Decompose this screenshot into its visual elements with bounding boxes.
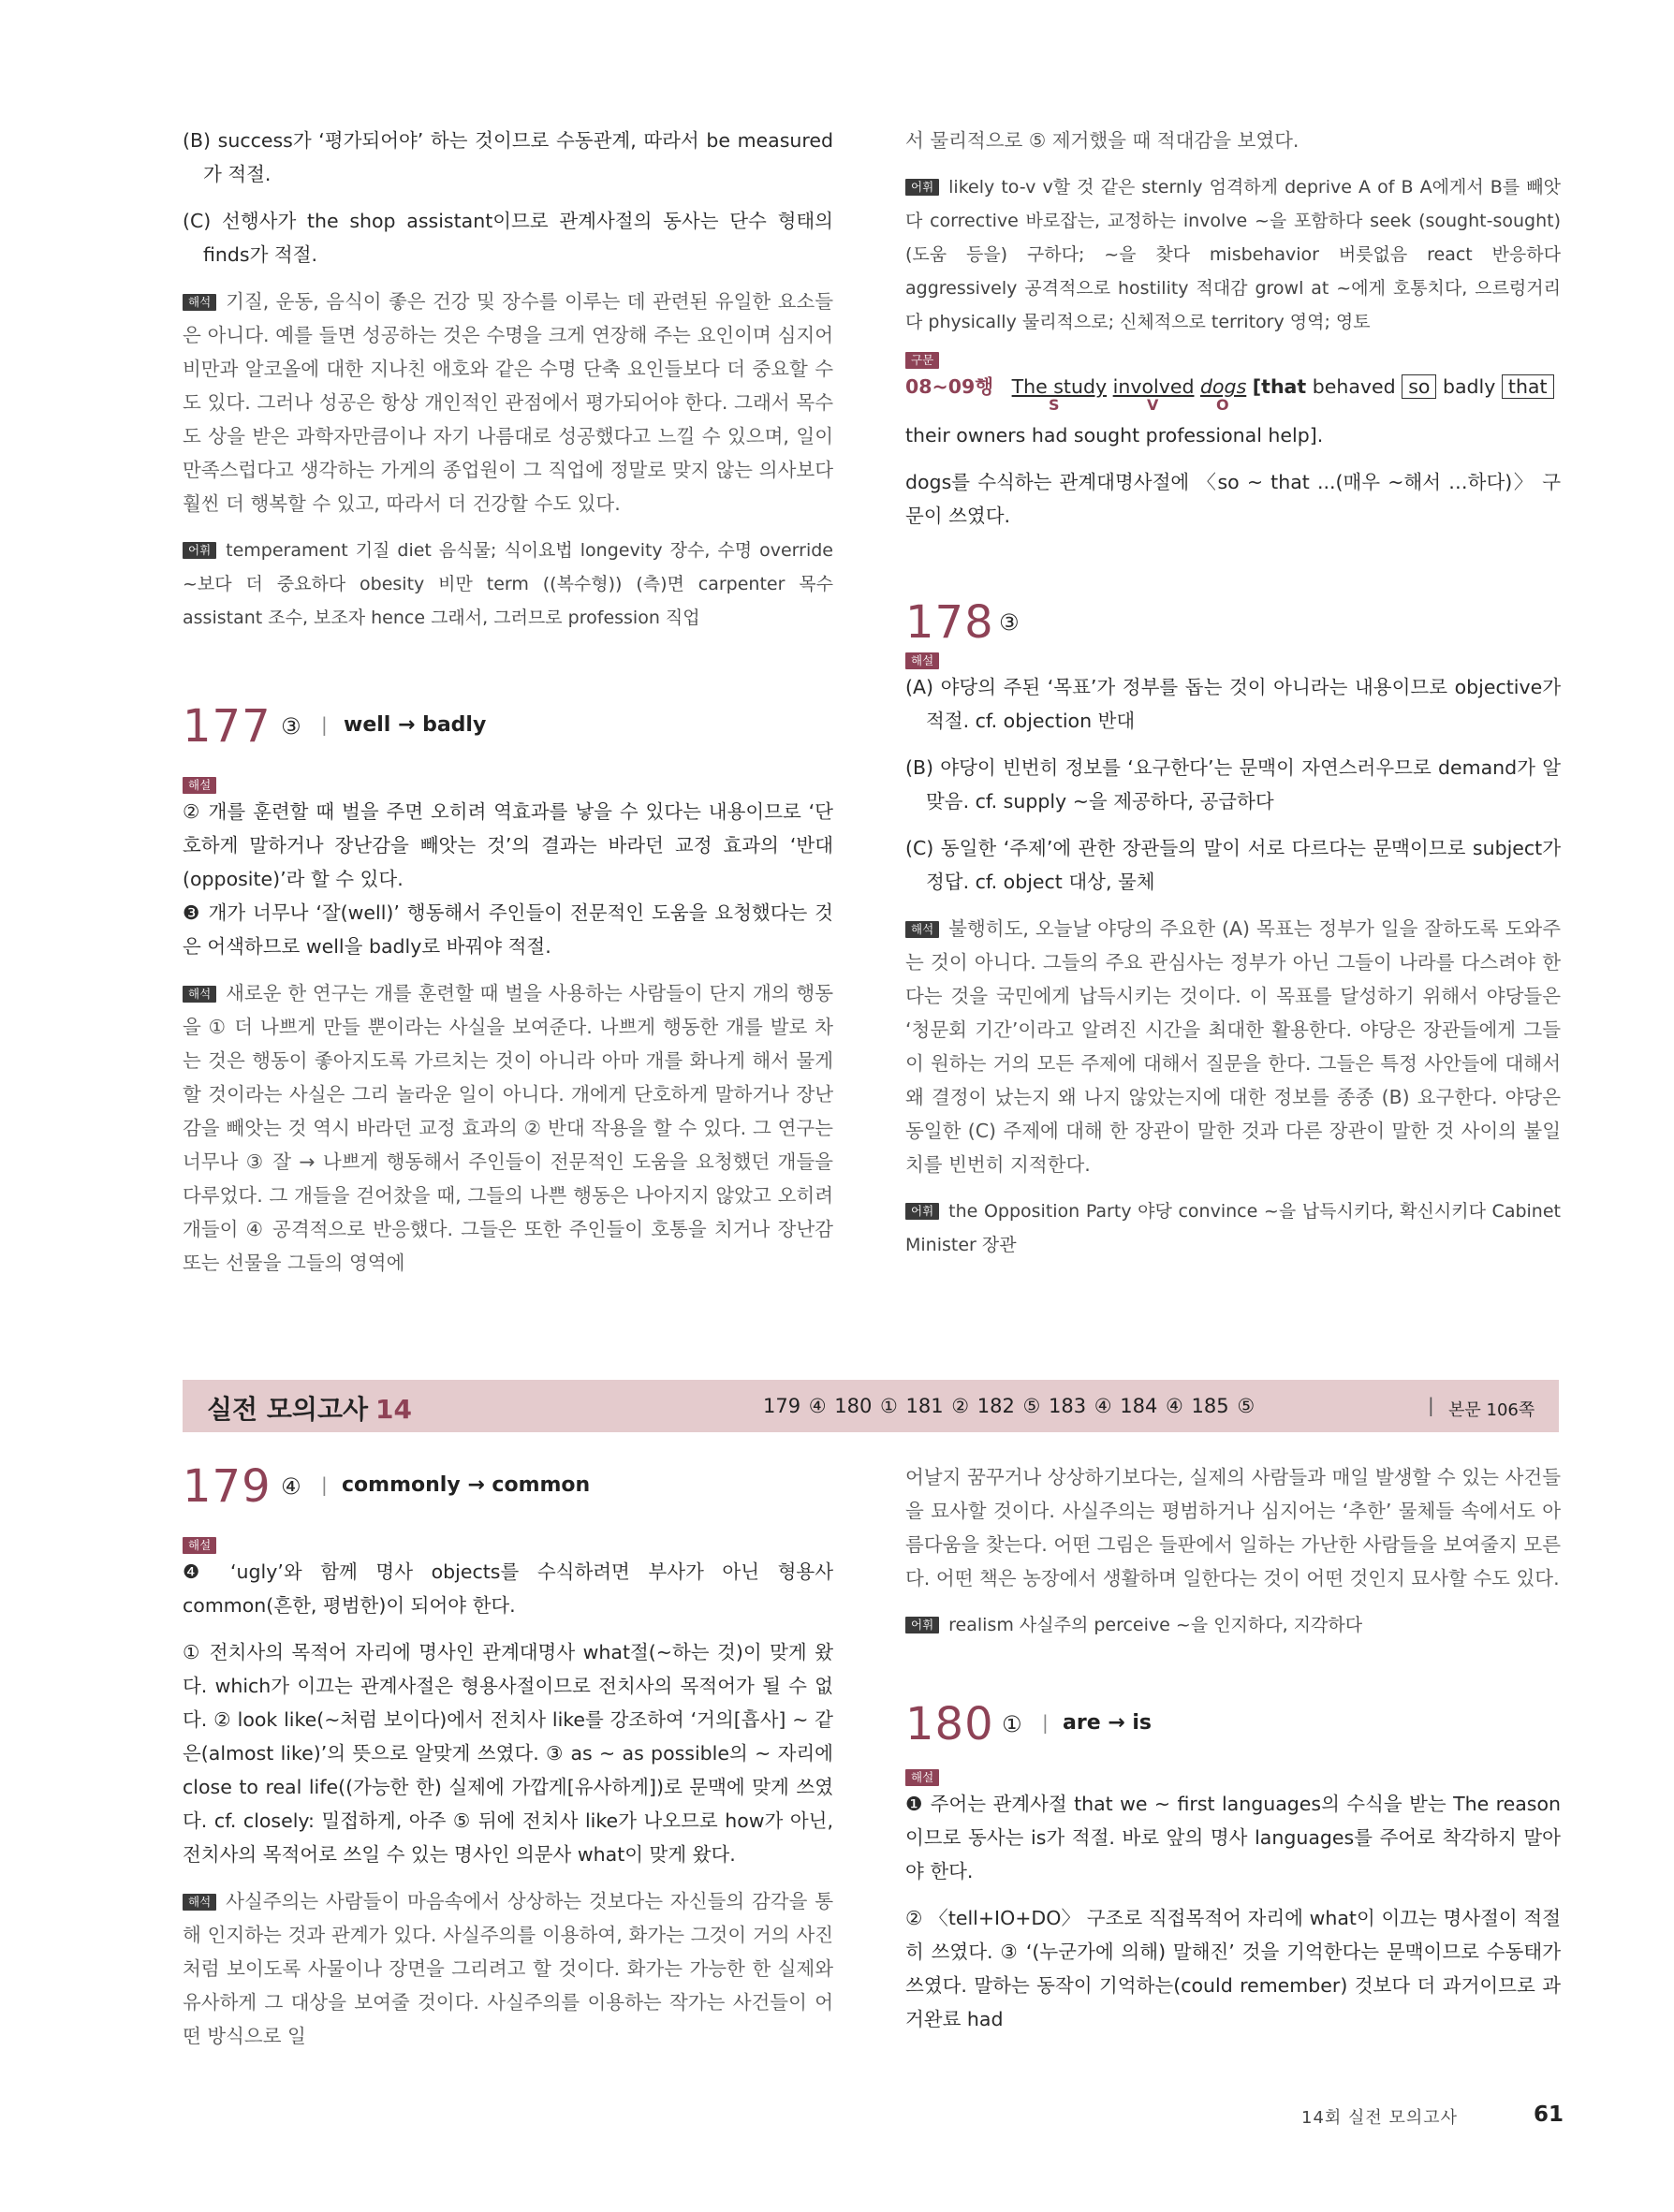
answer-mark: ① <box>1002 1711 1022 1737</box>
translation-179-cont: 어날지 꿈꾸거나 상상하기보다는, 실제의 사람들과 매일 발생할 수 있는 사건들을 묘사할 것이다. 사실주의는 평범하거나 심지어는 ‘추한’ 물체들 속에서도 아름다움을 찾는다. 어떤 그림은 들판에서 일하는 가난한 사람들을 보여줄지 모른다. 어떤 책은 농장에서 생활하며 일한다는 것이 어떤 것인지 묘사할 수도 있다. <box>905 1466 1561 1589</box>
explanation-tag: 해설 <box>183 1537 216 1554</box>
question-180-header <box>905 1698 1561 1754</box>
explanation-178-c: (C) 동일한 ‘주제’에 관한 장관들의 말이 서로 다르다는 문맥이므로 subject가 정답. cf. object 대상, 물체 <box>905 837 1561 893</box>
page-reference: 본문 106쪽 <box>1448 1400 1535 1420</box>
syntax-behaved: behaved <box>1312 375 1396 398</box>
vocab-tag: 어휘 <box>905 179 939 196</box>
translation-177-cont: 서 물리적으로 ⑤ 제거했을 때 적대감을 보였다. <box>905 129 1300 152</box>
explanation-tag: 해설 <box>905 652 939 669</box>
test-banner <box>183 1380 1559 1432</box>
question-number: 178 <box>905 596 994 649</box>
explanation-180-2: ② 〈tell+IO+DO〉 구조로 직접목적어 자리에 what이 이끄는 명사절이 적절히 쓰였다. ③ ‘(누군가에 의해) 말해진’ 것을 기억한다는 문맥이므로 수동태가 쓰였다. 말하는 동작이 기억하는(could remember) 것보다 더 과거이므로 과거완료 had <box>905 1907 1561 2030</box>
syntax-badly: badly <box>1442 375 1496 398</box>
vocab-tag: 어휘 <box>905 1203 939 1220</box>
vocab-tag: 어휘 <box>183 542 216 559</box>
question-number: 177 <box>183 700 272 753</box>
right-column-top <box>905 124 1561 1262</box>
page-footer <box>1301 2102 1564 2131</box>
translation-tag: 해석 <box>905 921 939 938</box>
right-column-bottom <box>905 1460 1561 2036</box>
answer-mark: ③ <box>999 609 1020 636</box>
explanation-c: (C) 선행사가 the shop assistant이므로 관계사절의 동사는 단수 형태의 finds가 적절. <box>183 210 833 266</box>
svo-o: O <box>1216 396 1229 414</box>
left-column-top <box>183 124 833 1280</box>
svo-s: S <box>1049 396 1060 414</box>
explanation-tag: 해설 <box>905 1769 939 1786</box>
translation-178 <box>905 912 1561 1181</box>
svo-v: V <box>1147 396 1159 414</box>
syntax-that-box: that <box>1502 374 1554 399</box>
answer-key: 179 ④ 180 ① 181 ② 182 ⑤ 183 ④ 184 ④ 185 ⑤ <box>763 1395 1256 1417</box>
vocab-tag: 어휘 <box>905 1617 939 1633</box>
translation-text: 새로운 한 연구는 개를 훈련할 때 벌을 사용하는 사람들이 단지 개의 행동을 ① 더 나쁘게 만들 뿐이라는 사실을 보여준다. 나쁘게 행동한 개를 발로 차는 것은 행동이 좋아지도록 가르치는 것이 아니라 아마 개를 화나게 해서 물게 할 것이라는 사실은 그리 놀라운 일이 아니다. 개에게 단호하게 말하거나 장난감을 빼앗는 것 역시 바라던 교정 효과의 ② 반대 작용을 할 수 있다. 그 연구는 너무나 ③ 잘 → 나쁘게 행동해서 주인들이 전문적인 도움을 요청했던 개들을 다루었다. 그 개들을 걷어찼을 때, 그들의 나쁜 행동은 나아지지 않았고 오히려 개들이 ④ 공격적으로 반응했다. 그들은 또한 주인들이 호통을 치거나 장난감 또는 선물을 그들의 영역에 <box>183 982 833 1274</box>
banner-title <box>207 1389 412 1427</box>
translation-179 <box>183 1884 833 2053</box>
question-177-header <box>183 700 833 756</box>
question-number: 179 <box>183 1460 272 1513</box>
explanation-178-a: (A) 야당의 주된 ‘목표’가 정부를 돕는 것이 아니라는 내용이므로 objective가 적절. cf. objection 반대 <box>905 676 1561 732</box>
explanation-b: (B) success가 ‘평가되어야’ 하는 것이므로 수동관계, 따라서 be measured가 적절. <box>183 129 833 185</box>
vocab-text: likely to-v v할 것 같은 sternly 엄격하게 deprive A of B A에게서 B를 빼앗다 corrective 바로잡는, 교정하는 involve ~을 포함하다 seek (sought-sought) (도움 등을) 구하다; ~을 찾다 misbehavior 버릇없음 react 반응하다 aggressively 공격적으로 hostility 적대감 growl at ~에게 호통치다, 으르렁거리다 physically 물리적으로; 신체적으로 territory 영역; 영토 <box>905 177 1561 332</box>
syntax-subject: The study <box>1011 375 1108 398</box>
banner-title-text: 실전 모의고사 <box>207 1394 369 1425</box>
syntax-lines: 08~09행 <box>905 375 994 398</box>
svo-labels <box>905 396 1561 418</box>
syntax-sentence-rest: their owners had sought professional help]. <box>905 424 1324 447</box>
explanation-177-2: ❸ 개가 너무나 ‘잘(well)’ 행동해서 주인들이 전문적인 도움을 요청했다는 것은 어색하므로 well을 badly로 바꿔야 적절. <box>183 901 833 958</box>
correction: commonly → common <box>342 1473 591 1497</box>
vocab-text: realism 사실주의 perceive ~을 인지하다, 지각하다 <box>948 1615 1363 1635</box>
vocab-text: the Opposition Party 야당 convince ~을 납득시키다, 확신시키다 Cabinet Minister 장관 <box>905 1201 1561 1255</box>
syntax-tag: 구문 <box>905 352 939 369</box>
explanation-179-2: ① 전치사의 목적어 자리에 명사인 관계대명사 what절(~하는 것)이 맞게 왔다. which가 이끄는 관계사절은 형용사절이므로 전치사의 목적어가 될 수 없다. ② look like(~처럼 보이다)에서 전치사 like를 강조하여 ‘거의[흡사] ~ 같은(almost like)’의 뜻으로 알맞게 쓰였다. ③ as ~ as possible의 ~ 자리에 close to real life((가능한 한) 실제에 가깝게[유사하게])로 문맥에 맞게 쓰였다. cf. closely: 밀접하게, 아주 ⑤ 뒤에 전치사 like가 나오므로 how가 아닌, 전치사의 목적어로 쓰일 수 있는 명사인 의문사 what이 맞게 왔다. <box>183 1641 833 1866</box>
banner-divider: | <box>1428 1394 1434 1416</box>
vocab-177 <box>905 170 1561 339</box>
vocab-text: temperament 기질 diet 음식물; 식이요법 longevity 장수, 수명 override ~보다 더 중요하다 obesity 비만 term ((복수형)) (측)면 carpenter 목수 assistant 조수, 보조자 hence 그래서, 그러므로 profession 직업 <box>183 540 833 628</box>
divider: | <box>1042 1711 1049 1734</box>
answer-mark: ④ <box>281 1473 301 1500</box>
correction: are → is <box>1063 1711 1153 1735</box>
explanation-180-1: ❶ 주어는 관계사절 that we ~ first languages의 수식을 받는 The reason이므로 동사는 is가 적절. 바로 앞의 명사 languages를 주어로 착각하지 말아야 한다. <box>905 1793 1561 1882</box>
correction: well → badly <box>344 713 487 737</box>
vocab-176 <box>183 534 833 635</box>
translation-tag: 해석 <box>183 1894 216 1911</box>
syntax-that: [that <box>1252 375 1307 398</box>
translation-tag: 해석 <box>183 986 216 1003</box>
divider: | <box>321 1473 328 1496</box>
explanation-177-1: ② 개를 훈련할 때 벌을 주면 오히려 역효과를 낳을 수 있다는 내용이므로 ‘단호하게 말하거나 장난감을 빼앗는 것’의 결과는 바라던 교정 효과의 ‘반대(opposite)’라 할 수 있다. <box>183 800 833 890</box>
divider: | <box>321 713 328 736</box>
explanation-tag: 해설 <box>183 777 216 794</box>
question-178-header <box>905 596 1561 652</box>
translation-tag: 해석 <box>183 294 216 311</box>
answer-mark: ③ <box>281 713 301 740</box>
banner-test-number: 14 <box>375 1394 413 1425</box>
question-179-header <box>183 1460 833 1516</box>
vocab-178 <box>905 1194 1561 1262</box>
syntax-so: so <box>1402 374 1436 399</box>
translation-text: 불행히도, 오늘날 야당의 주요한 (A) 목표는 정부가 일을 잘하도록 도와주는 것이 아니다. 그들의 주요 관심사는 정부가 아닌 그들이 나라를 다스려야 한다는 것을 국민에게 납득시키는 것이다. 이 목표를 달성하기 위해서 야당들은 ‘청문회 기간’이라고 알려진 시간을 최대한 활용한다. 야당은 장관들에게 그들이 원하는 거의 모든 주제에 대해서 질문을 한다. 그들은 특정 사안들에 대해서 왜 결정이 났는지 왜 나지 않았는지에 대한 정보를 종종 (B) 요구한다. 야당은 동일한 (C) 주제에 대해 한 장관이 말한 것과 다른 장관이 말한 것 사이의 불일치를 빈번히 지적한다. <box>905 917 1561 1176</box>
explanation-178-b: (B) 야당이 빈번히 정보를 ‘요구한다’는 문맥이 자연스러우므로 demand가 알맞음. cf. supply ~을 제공하다, 공급하다 <box>905 756 1561 813</box>
syntax-object: dogs <box>1200 375 1247 398</box>
syntax-note: dogs를 수식하는 관계대명사절에 〈so ~ that ...(매우 ~해서 …하다)〉 구문이 쓰였다. <box>905 471 1561 527</box>
translation-177 <box>183 976 833 1280</box>
translation-176 <box>183 285 833 520</box>
left-column-bottom <box>183 1460 833 2053</box>
translation-text: 사실주의는 사람들이 마음속에서 상상하는 것보다는 자신들의 감각을 통해 인지하는 것과 관계가 있다. 사실주의를 이용하여, 화가는 그것이 거의 사진처럼 보이도록 사물이나 장면을 그리려고 할 것이다. 화가는 가능한 한 실제와 유사하게 그 대상을 보여줄 것이다. 사실주의를 이용하는 작가는 사건들이 어떤 방식으로 일 <box>183 1890 833 2047</box>
translation-text: 기질, 운동, 음식이 좋은 건강 및 장수를 이루는 데 관련된 유일한 요소들은 아니다. 예를 들면 성공하는 것은 수명을 크게 연장해 주는 요인이며 심지어 비만과 알코올에 대한 지나친 애호와 같은 수명 단축 요인들보다 더 중요할 수도 있다. 그러나 성공은 항상 개인적인 관점에서 평가되어야 한다. 그래서 목수도 상을 받은 과학자만큼이나 자기 나름대로 성공했다고 느낄 수 있으며, 일이 만족스럽다고 생각하는 가게의 종업원이 그 직업에 정말로 맞지 않는 의사보다 훨씬 더 행복할 수 있고, 따라서 더 건강할 수도 있다. <box>183 290 833 515</box>
page-number: 61 <box>1533 2102 1564 2127</box>
syntax-verb: involved <box>1112 375 1195 398</box>
explanation-179-1: ❹ ‘ugly’와 함께 명사 objects를 수식하려면 부사가 아닌 형용사 common(흔한, 평범한)이 되어야 한다. <box>183 1560 833 1617</box>
footer-title: 14회 실전 모의고사 <box>1301 2108 1459 2128</box>
vocab-179 <box>905 1608 1561 1642</box>
question-number: 180 <box>905 1698 994 1751</box>
